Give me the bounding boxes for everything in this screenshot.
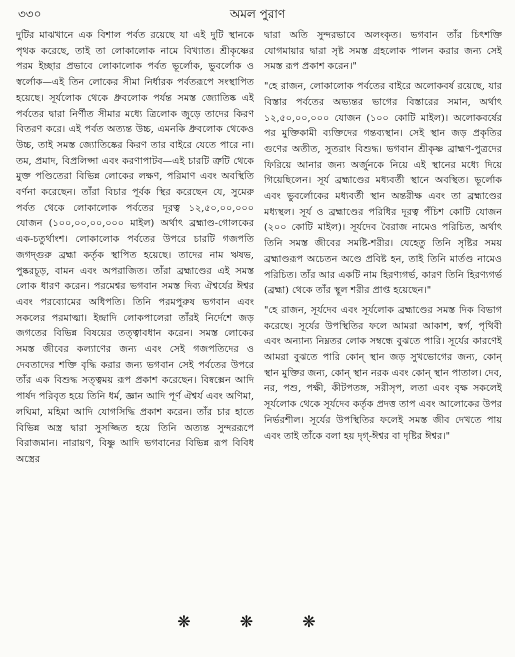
left-paragraph-1: দুটির মাঝখানে এক বিশাল পর্বত রয়েছে যা এই দুটি স্থানকে পৃথক করেছে, তাই তা লোকালোক নামে বিখ্যাত। শ্রীকৃষ্ণের পরম ইচ্ছার প্রভাবে লোকালোক পর্বত ভূর্লোক, ভুবর্লোক ও স্বর্লোক—এই তিন লোকের সীমা নির্ধারক পর্বতরূপে সংস্থাপিত হয়েছে। সূর্যলোক থেকে ধ্রুবলোক পর্যন্ত সমস্ত জ্যোতিষ্ক এই পর্বতের দ্বারা নির্ণীত সীমার মধ্যে ত্রিলোক জুড়ে তাদের কিরণ বিতরণ করে। এই পর্বত অত্যন্ত উচ্চ, এমনকি ধ্রুবলোক থেকেও উচ্চ, তাই সমস্ত জ্যোতিষ্কের কিরণ তার বাইরে যেতে পারে না। তম, প্রমাদ, বিপ্রলিপ্সা এবং করণাপাটব—এই চারটি ত্রুটি থেকে মুক্ত পণ্ডিতেরা বিভিন্ন লোকের লক্ষণ, পরিমাণ এবং অবস্থিতি বর্ণনা করেছেন। তাঁরা বিচার পূর্বক স্থির করেছেন যে, সুমেরু পর্বত থেকে লোকালোক পর্বতের দূরত্ব ১২,৫০,০০,০০০ যোজন (১০০,০০,০০,০০০ মাইল) অর্থাৎ ব্রহ্মাণ্ড-গোলকের এক-চতুর্থাংশ। লোকালোক পর্বতের উপরে চারটি গজপতি জগদ্গুরু ব্রহ্মা কর্তৃক স্থাপিত হয়েছে। তাদের নাম ঋষভ, পুষ্করচূড়, বামন এবং অপরাজিত। তাঁরা ব্রহ্মাণ্ডের এই সমস্ত লোক ধারণ করেন। পরমেশ্বর ভগবান সমস্ত দিব্য ঐশ্বর্যের ঈশ্বর এবং পরব্যোমের অধিপতি। তিনি পরমপুরুষ ভগবান এবং সকলের পরমাত্মা। ইন্দ্রাদি লোকপালেরা তাঁরই নির্দেশে জড় জগতের বিভিন্ন বিষয়ের তত্ত্বাবধান করেন। সমস্ত লোকের সমস্ত জীবের কল্যাণের জন্য এবং সেই গজপতিদের ও দেবতাদের শক্তি বৃদ্ধি করার জন্য ভগবান সেই পর্বতের উপরে তাঁর এক বিশুদ্ধ সত্ত্বময় রূপ প্রকাশ করেছেন। বিষ্বক্সেন আদি পার্ষদ পরিবৃত হয়ে তিনি ধর্ম, জ্ঞান আদি পূর্ণ ঐশ্বর্য এবং অণিমা, লঘিমা, মহিমা আদি যোগসিদ্ধি প্রকাশ করেন। তাঁর চার হাতে বিভিন্ন অস্ত্র দ্বারা সুসজ্জিত হয়ে তিনি অত্যন্ত সুন্দররূপে বিরাজমান। নারায়ণ, বিষ্ণু আদি ভগবানের বিভিন্ন রূপ বিবিধ অস্ত্রের — [16, 30, 254, 465]
right-paragraph-1: দ্বারা অতি সুন্দরভাবে অলংকৃত। ভগবান তাঁর চিৎশক্তি যোগমায়ার দ্বারা সৃষ্ট সমস্ত গ্রহলোক পালন করার জন্য সেই সমস্ত রূপ প্রকাশ করেন।" — [264, 30, 502, 73]
running-title: অমল পুরাণ — [229, 7, 286, 21]
flower-ornament-icon: ❋ — [302, 612, 338, 631]
right-paragraph-3: "হে রাজন, সূর্যদেব এবং সূর্যলোক ব্রহ্মাণ্ডের সমস্ত দিক বিভাগ করেছে। সূর্যের উপস্থিতির ফলে আমরা আকাশ, স্বর্গ, পৃথিবী এবং অন্যান্য নিম্নতর লোক সম্বন্ধে বুঝতে পারি। সূর্যের কারণেই আমরা বুঝতে পারি কোন্ স্থান জড় সুখভোগের জন্য, কোন্ স্থান মুক্তির জন্য, কোন্ স্থান নরক এবং কোন্ স্থান পাতাল। দেব, নর, পশু, পক্ষী, কীটপতঙ্গ, সরীসৃপ, লতা এবং বৃক্ষ সকলেই সূর্যলোক থেকে সূর্যদেব কর্তৃক প্রদত্ত তাপ এবং আলোকের উপর নির্ভরশীল। সূর্যের উপস্থিতির ফলেই সমস্ত জীব দেখতে পায় এবং তাই তাঁকে বলা হয় দৃগ্-ঈশ্বর বা দৃষ্টির ঈশ্বর।" — [264, 304, 502, 442]
page-header — [16, 6, 499, 24]
right-column — [264, 28, 502, 608]
footer-ornaments — [0, 612, 515, 631]
page-number: ৩৩০ — [18, 7, 42, 21]
flower-ornament-icon: ❋ — [239, 612, 276, 631]
flower-ornament-icon: ❋ — [177, 612, 213, 631]
right-paragraph-2: "হে রাজন, লোকালোক পর্বতের বাইরে অলোকবর্ষ রয়েছে, যার বিস্তার পর্বতের অভ্যন্তর ভাগের বিস্তারের সমান, অর্থাৎ ১২,৫০,০০,০০০ যোজন (১০০ কোটি মাইল)। অলোকবর্ষের পর মুক্তিকামী ব্যক্তিদের গন্তব্যস্থান। সেই স্থান জড় প্রকৃতির গুণের অতীত, সুতরাং বিশুদ্ধ। ভগবান শ্রীকৃষ্ণ ব্রাহ্মণ-পুত্রদের ফিরিয়ে আনার জন্য অর্জুনকে নিয়ে এই স্থানের মধ্যে দিয়ে গিয়েছিলেন। সূর্য ব্রহ্মাণ্ডের মধ্যবর্তী স্থানে অবস্থিত। ভূর্লোক এবং ভুবর্লোকের মধ্যবর্তী স্থান অন্তরীক্ষ এবং তা ব্রহ্মাণ্ডের মধ্যস্থল। সূর্য ও ব্রহ্মাণ্ডের পরিধির দূরত্ব পঁচিশ কোটি যোজন (২০০ কোটি মাইল)। সূর্যদেব বৈরাজ নামেও পরিচিত, অর্থাৎ তিনি সমস্ত জীবের সমষ্টি-শরীর। যেহেতু তিনি সৃষ্টির সময় ব্রহ্মাণ্ডরূপ অচেতন অণ্ডে প্রবিষ্ট হন, তাই তিনি মার্তণ্ড নামেও পরিচিত। তাঁর আর একটি নাম হিরণ্যগর্ভ, কারণ তিনি হিরণ্যগর্ভ (ব্রহ্মা) থেকে তাঁর স্থূল শরীর প্রাপ্ত হয়েছেন।" — [264, 81, 502, 297]
text-columns — [16, 28, 502, 608]
left-column — [16, 28, 254, 608]
